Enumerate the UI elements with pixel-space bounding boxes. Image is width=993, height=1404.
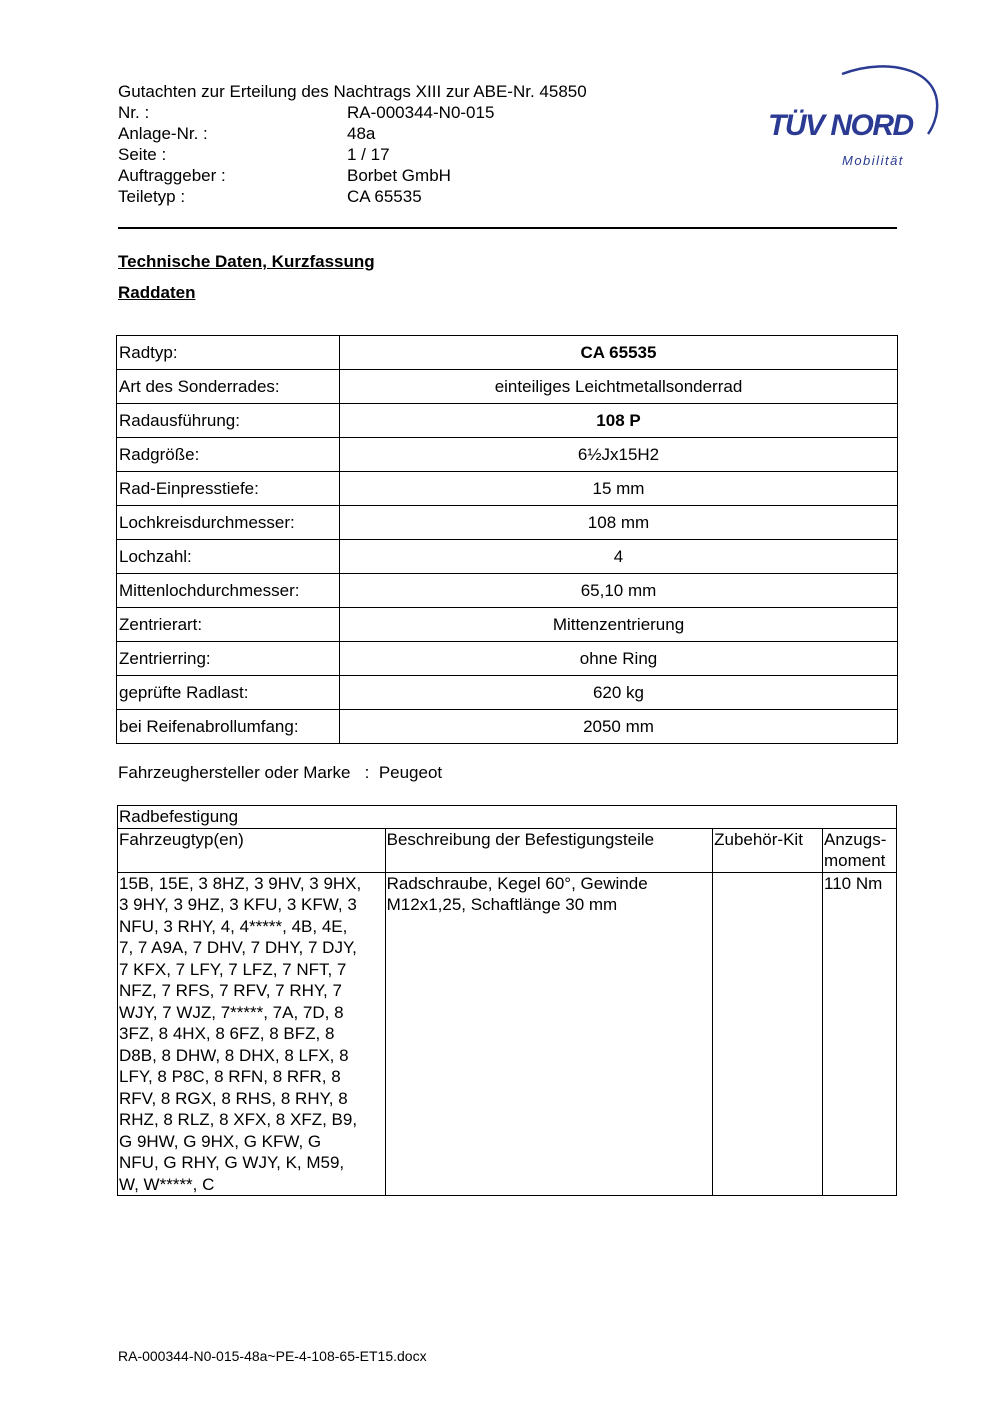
header-field-seite (118, 144, 587, 165)
wheel-data-label: Zentrierart: (117, 608, 340, 642)
column-header: Anzugs- moment (823, 828, 897, 872)
fastening-cell-kit (713, 872, 823, 1196)
header-label: Nr. : (118, 103, 150, 122)
wheel-data-value: 65,10 mm (340, 574, 898, 608)
fastening-title: Radbefestigung (118, 806, 897, 829)
subsection-title: Raddaten (118, 283, 196, 302)
header-field-auftraggeber (118, 165, 587, 186)
tuev-nord-logo (760, 58, 940, 173)
wheel-data-value: CA 65535 (340, 336, 898, 370)
header-label: Seite : (118, 145, 167, 164)
manufacturer-separator: : (364, 763, 370, 782)
header-label: Auftraggeber : (118, 166, 226, 185)
header-value: Borbet GmbH (347, 166, 451, 185)
wheel-data-row (117, 404, 898, 438)
column-header: Beschreibung der Befestigungsteile (385, 828, 712, 872)
wheel-data-table (116, 335, 898, 744)
fastening-cell-description: Radschraube, Kegel 60°, Gewinde M12x1,25, Schaftlänge 30 mm (385, 872, 712, 1196)
fastening-table (117, 805, 897, 1196)
wheel-data-value: 108 P (340, 404, 898, 438)
fastening-row (118, 872, 897, 1196)
header-divider (118, 227, 897, 229)
wheel-data-row (117, 642, 898, 676)
wheel-data-value: einteiliges Leichtmetallsonderrad (340, 370, 898, 404)
section-title: Technische Daten, Kurzfassung (118, 252, 375, 271)
manufacturer-line (118, 763, 442, 783)
fastening-cell-types: 15B, 15E, 3 8HZ, 3 9HV, 3 9HX, 3 9HY, 3 9HZ, 3 KFU, 3 KFW, 3 NFU, 3 RHY, 4, 4*****, 4B, 4E, 7, 7 A9A, 7 DHV, 7 DHY, 7 DJY, 7 KFX, 7 LFY, 7 LFZ, 7 NFT, 7 NFZ, 7 RFS, 7 RFV, 7 RHY, 7 WJY, 7 WJZ, 7*****, 7A, 7D, 8 3FZ, 8 4HX, 8 6FZ, 8 BFZ, 8 D8B, 8 DHW, 8 DHX, 8 LFX, 8 LFY, 8 P8C, 8 RFN, 8 RFR, 8 RFV, 8 RGX, 8 RHS, 8 RHY, 8 RHZ, 8 RLZ, 8 XFX, 8 XFZ, B9, G 9HW, G 9HX, G KFW, G NFU, G RHY, G WJY, K, M59, W, W*****, C (118, 872, 386, 1196)
header-value: 48a (347, 124, 376, 143)
header-value: 1 / 17 (347, 145, 390, 164)
wheel-data-value: 620 kg (340, 676, 898, 710)
column-header: Fahrzeugtyp(en) (118, 828, 386, 872)
wheel-data-label: Radausführung: (117, 404, 340, 438)
header-label: Teiletyp : (118, 187, 186, 206)
wheel-data-row (117, 438, 898, 472)
wheel-data-row (117, 608, 898, 642)
wheel-data-value: 2050 mm (340, 710, 898, 744)
wheel-data-label: Zentrierring: (117, 642, 340, 676)
document-title: Gutachten zur Erteilung des Nachtrags XIII zur ABE-Nr. 45850 (118, 82, 587, 101)
wheel-data-label: Radgröße: (117, 438, 340, 472)
wheel-data-value: 15 mm (340, 472, 898, 506)
wheel-data-label: geprüfte Radlast: (117, 676, 340, 710)
wheel-data-value: 6½Jx15H2 (340, 438, 898, 472)
header-label: Anlage-Nr. : (118, 124, 208, 143)
wheel-data-label: Lochkreisdurchmesser: (117, 506, 340, 540)
fastening-title-row (118, 806, 897, 829)
wheel-data-value: Mittenzentrierung (340, 608, 898, 642)
wheel-data-row (117, 370, 898, 404)
fastening-cell-torque: 110 Nm (823, 872, 897, 1196)
wheel-data-label: Radtyp: (117, 336, 340, 370)
wheel-data-row (117, 710, 898, 744)
wheel-data-label: Mittenlochdurchmesser: (117, 574, 340, 608)
header-field-anlage (118, 123, 587, 144)
wheel-data-value: 4 (340, 540, 898, 574)
logo-wordmark: TÜV NORD (768, 109, 913, 142)
wheel-data-row (117, 676, 898, 710)
document-header (118, 81, 587, 207)
wheel-data-label: Rad-Einpresstiefe: (117, 472, 340, 506)
header-field-teiletyp (118, 186, 587, 207)
wheel-data-value: ohne Ring (340, 642, 898, 676)
wheel-data-row (117, 540, 898, 574)
fastening-header-row (118, 828, 897, 872)
logo-subtitle: Mobilität (842, 153, 904, 168)
wheel-data-label: bei Reifenabrollumfang: (117, 710, 340, 744)
header-value: CA 65535 (347, 187, 422, 206)
wheel-data-row (117, 506, 898, 540)
manufacturer-label: Fahrzeughersteller oder Marke (118, 763, 351, 782)
wheel-data-row (117, 336, 898, 370)
wheel-data-label: Art des Sonderrades: (117, 370, 340, 404)
column-header: Zubehör-Kit (713, 828, 823, 872)
header-value: RA-000344-N0-015 (347, 103, 495, 122)
wheel-data-row (117, 472, 898, 506)
header-field-nr (118, 102, 587, 123)
manufacturer-value: Peugeot (378, 763, 443, 782)
wheel-data-value: 108 mm (340, 506, 898, 540)
footer-filename: RA-000344-N0-015-48a~PE-4-108-65-ET15.docx (118, 1348, 427, 1364)
wheel-data-label: Lochzahl: (117, 540, 340, 574)
wheel-data-row (117, 574, 898, 608)
